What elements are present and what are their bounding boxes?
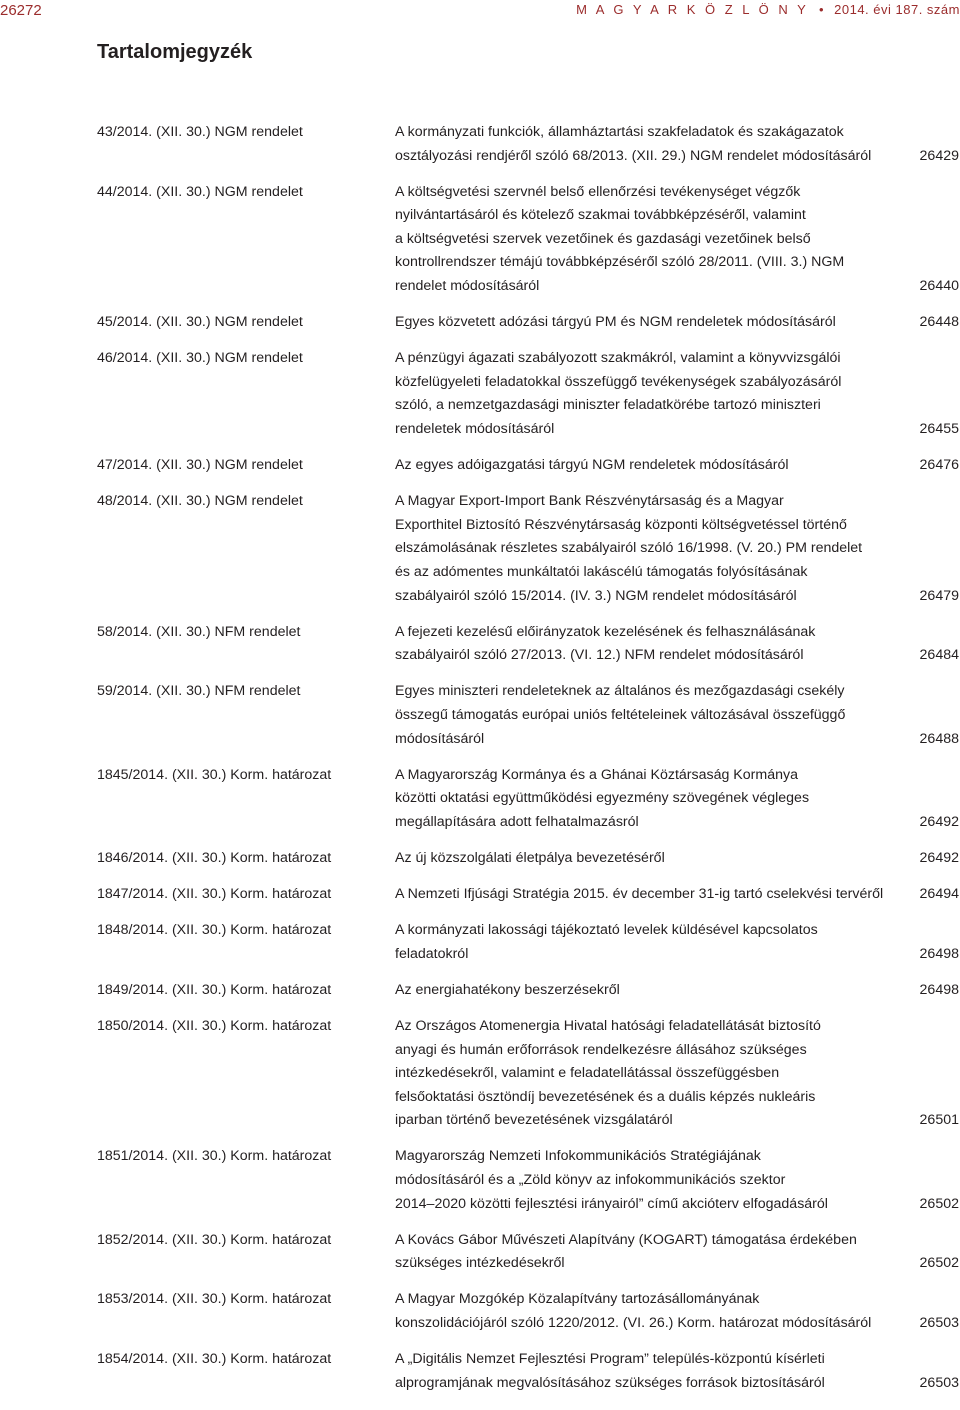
toc-entry [97, 1348, 959, 1395]
toc-entry-title [395, 1348, 959, 1395]
toc-title-text: A Kovács Gábor Művészeti Alapítvány (KOGART) támogatása érdekében [395, 1231, 857, 1248]
toc-title-line [395, 1288, 959, 1312]
toc-entry-title [395, 311, 959, 335]
toc-title-text: intézkedésekről, valamint e feladatellátással összefüggésben [395, 1065, 780, 1082]
toc-entry-title [395, 1288, 959, 1335]
toc-title-line [395, 181, 959, 205]
toc-title-line [395, 251, 959, 275]
toc-page-number: 26503 [919, 1314, 959, 1331]
toc-page-number: 26488 [919, 730, 959, 747]
toc-entry [97, 764, 959, 835]
toc-title-text: A fejezeti kezelésű előirányzatok kezelésének és felhasználásának [395, 623, 816, 640]
toc-title-text: Az új közszolgálati életpálya bevezetéséről [395, 849, 665, 866]
toc-title-line [395, 418, 959, 442]
toc-title-text: A Magyar Export-Import Bank Részvénytársaság és a Magyar [395, 493, 784, 510]
toc-title-text: konszolidációjáról szóló 1220/2012. (VI. 26.) Korm. határozat módosításáról [395, 1314, 872, 1331]
toc-page-number: 26492 [919, 813, 959, 830]
toc-title-line [395, 394, 959, 418]
toc-entry-title [395, 1229, 959, 1276]
toc-page-number: 26502 [919, 1255, 959, 1272]
issue-label: 2014. évi 187. szám [834, 2, 960, 17]
toc-title-text: Egyes közvetett adózási tárgyú PM és NGM rendeletek módosításáról [395, 314, 836, 331]
toc-entry-title [395, 919, 959, 966]
toc-entry-reference: 59/2014. (XII. 30.) NFM rendelet [97, 683, 301, 700]
toc-title-line [395, 228, 959, 252]
toc-title-text: a költségvetési szervek vezetőinek és gazdasági vezetőinek belső [395, 230, 811, 247]
toc-title-text: A „Digitális Nemzet Fejlesztési Program” település-központú kísérleti [395, 1351, 825, 1368]
toc-title-line [395, 1086, 959, 1110]
toc-entry [97, 883, 959, 907]
toc-title-line [395, 979, 959, 1003]
toc-title-text: megállapítására adott felhatalmazásról [395, 813, 639, 830]
toc-title-line [395, 585, 959, 609]
toc-title-text: A kormányzati funkciók, államháztartási szakfeladatok és szakágazatok [395, 124, 844, 140]
toc-entry-title [395, 181, 959, 299]
toc-entry-title [395, 1145, 959, 1216]
toc-title-line [395, 680, 959, 704]
toc-title-line [395, 561, 959, 585]
toc-entry-title [395, 764, 959, 835]
toc-entry-title [395, 847, 959, 871]
toc-title-line [395, 121, 959, 145]
toc-entry [97, 1229, 959, 1276]
toc-page-number: 26494 [919, 886, 959, 903]
toc-title-text: A költségvetési szervnél belső ellenőrzési tevékenységet végzők [395, 183, 801, 200]
table-of-contents [97, 121, 959, 1408]
toc-title-line [395, 1169, 959, 1193]
toc-title-text: A Nemzeti Ifjúsági Stratégia 2015. év december 31-ig tartó cselekvési tervéről [395, 886, 884, 903]
running-head [576, 2, 960, 17]
publication-name: M A G Y A R K Ö Z L Ö N Y [576, 2, 809, 17]
toc-page-number: 26502 [919, 1195, 959, 1212]
toc-entry [97, 1015, 959, 1133]
toc-title-line [395, 621, 959, 645]
toc-title-line [395, 1062, 959, 1086]
toc-entry [97, 454, 959, 478]
toc-entry-title [395, 883, 959, 907]
toc-title-line [395, 490, 959, 514]
toc-entry [97, 979, 959, 1003]
toc-title-text: feladatokról [395, 945, 469, 962]
toc-title-text: rendelet módosításáról [395, 278, 540, 295]
toc-title-line [395, 1372, 959, 1396]
toc-title-line [395, 704, 959, 728]
toc-title-line [395, 311, 959, 335]
toc-title-text: szóló, a nemzetgazdasági miniszter feladatkörébe tartozó miniszteri [395, 397, 821, 414]
toc-title-line [395, 1109, 959, 1133]
toc-title-line [395, 145, 959, 169]
toc-title-line [395, 1348, 959, 1372]
page-title: Tartalomjegyzék [97, 41, 253, 63]
toc-entry-title [395, 490, 959, 608]
toc-page-number: 26492 [919, 849, 959, 866]
toc-entry [97, 490, 959, 608]
toc-entry-reference: 44/2014. (XII. 30.) NGM rendelet [97, 183, 303, 200]
toc-title-line [395, 943, 959, 967]
toc-entry-title [395, 121, 959, 168]
toc-title-text: Exporthitel Biztosító Részvénytársaság központi költségvetéssel történő [395, 516, 847, 533]
toc-title-text: módosításáról és a „Zöld könyv az infokommunikációs szektor [395, 1171, 786, 1188]
toc-title-text: Egyes miniszteri rendeleteknek az általános és mezőgazdasági csekély [395, 683, 845, 700]
toc-title-text: Az energiahatékony beszerzésekről [395, 981, 620, 998]
toc-title-text: A kormányzati lakossági tájékoztató levelek küldésével kapcsolatos [395, 922, 818, 939]
toc-title-text: alprogramjának megvalósításához szükséges források biztosításáról [395, 1374, 825, 1391]
toc-title-line [395, 1039, 959, 1063]
toc-entry [97, 1145, 959, 1216]
toc-entry-reference: 1854/2014. (XII. 30.) Korm. határozat [97, 1351, 332, 1368]
toc-title-text: szabályairól szóló 15/2014. (IV. 3.) NGM rendelet módosításáról [395, 587, 797, 604]
toc-entry [97, 347, 959, 441]
toc-title-line [395, 371, 959, 395]
toc-entry-title [395, 1015, 959, 1133]
toc-page-number: 26429 [919, 147, 959, 164]
toc-title-text: módosításáról [395, 730, 485, 747]
toc-title-line [395, 728, 959, 752]
toc-title-line [395, 1145, 959, 1169]
toc-title-text: Magyarország Nemzeti Infokommunikációs Stratégiájának [395, 1148, 761, 1165]
toc-entry-reference: 1847/2014. (XII. 30.) Korm. határozat [97, 886, 332, 903]
toc-entry-reference: 58/2014. (XII. 30.) NFM rendelet [97, 623, 301, 640]
toc-page-number: 26484 [919, 647, 959, 664]
toc-page-number: 26503 [919, 1374, 959, 1391]
toc-title-line [395, 347, 959, 371]
toc-title-line [395, 1229, 959, 1253]
toc-entry-title [395, 454, 959, 478]
bullet-separator: • [818, 2, 825, 17]
toc-entry [97, 919, 959, 966]
toc-title-text: összegű támogatás európai uniós feltételeinek változásával összefüggő [395, 706, 846, 723]
toc-entry-title [395, 347, 959, 441]
toc-title-text: szükséges intézkedésekről [395, 1255, 565, 1272]
toc-title-line [395, 919, 959, 943]
toc-title-text: A Magyarország Kormánya és a Ghánai Köztársaság Kormánya [395, 766, 798, 783]
toc-title-line [395, 847, 959, 871]
toc-title-text: 2014–2020 közötti fejlesztési irányairól” című akcióterv elfogadásáról [395, 1195, 828, 1212]
toc-title-line [395, 787, 959, 811]
toc-entry-title [395, 680, 959, 751]
toc-title-text: elszámolásának részletes szabályairól szóló 16/1998. (V. 20.) PM rendelet [395, 540, 863, 557]
toc-entry [97, 311, 959, 335]
toc-entry-reference: 1850/2014. (XII. 30.) Korm. határozat [97, 1017, 332, 1034]
toc-title-text: szabályairól szóló 27/2013. (VI. 12.) NFM rendelet módosításáról [395, 647, 804, 664]
toc-title-line [395, 764, 959, 788]
toc-entry-reference: 1853/2014. (XII. 30.) Korm. határozat [97, 1291, 332, 1308]
toc-page-number: 26440 [919, 278, 959, 295]
toc-entry-reference: 1852/2014. (XII. 30.) Korm. határozat [97, 1231, 332, 1248]
toc-entry-reference: 1846/2014. (XII. 30.) Korm. határozat [97, 849, 332, 866]
toc-entry-reference: 1851/2014. (XII. 30.) Korm. határozat [97, 1148, 332, 1165]
toc-title-line [395, 1015, 959, 1039]
toc-title-line [395, 1193, 959, 1217]
toc-title-line [395, 644, 959, 668]
toc-entry-title [395, 621, 959, 668]
toc-title-text: A pénzügyi ágazati szabályozott szakmákról, valamint a könyvvizsgálói [395, 350, 841, 367]
toc-entry-reference: 46/2014. (XII. 30.) NGM rendelet [97, 350, 303, 367]
toc-entry-reference: 1849/2014. (XII. 30.) Korm. határozat [97, 981, 332, 998]
toc-title-text: nyilvántartásáról és kötelező szakmai továbbképzéséről, valamint [395, 207, 806, 224]
toc-entry-reference: 48/2014. (XII. 30.) NGM rendelet [97, 493, 303, 510]
toc-title-line [395, 204, 959, 228]
toc-page-number: 26479 [919, 587, 959, 604]
toc-page-number: 26476 [919, 457, 959, 474]
toc-entry [97, 847, 959, 871]
toc-page-number: 26498 [919, 981, 959, 998]
toc-entry-reference: 1848/2014. (XII. 30.) Korm. határozat [97, 922, 332, 939]
toc-entry-reference: 43/2014. (XII. 30.) NGM rendelet [97, 124, 303, 140]
toc-title-text: iparban történő bevezetésének vizsgálatáról [395, 1112, 673, 1129]
toc-page-number: 26501 [919, 1112, 959, 1129]
toc-title-line [395, 514, 959, 538]
toc-title-line [395, 883, 959, 907]
toc-title-line [395, 275, 959, 299]
toc-title-text: osztályozási rendjéről szóló 68/2013. (XII. 29.) NGM rendelet módosításáról [395, 147, 872, 164]
toc-title-text: kontrollrendszer témájú továbbképzéséről szóló 28/2011. (VIII. 3.) NGM [395, 254, 845, 271]
toc-entry [97, 1288, 959, 1335]
toc-title-text: rendeletek módosításáról [395, 421, 555, 438]
toc-title-text: Az Országos Atomenergia Hivatal hatósági feladatellátását biztosító [395, 1017, 821, 1034]
toc-page-number: 26455 [919, 421, 959, 438]
toc-title-line [395, 537, 959, 561]
toc-title-line [395, 454, 959, 478]
toc-title-text: A Magyar Mozgókép Közalapítvány tartozásállományának [395, 1291, 760, 1308]
toc-entry [97, 680, 959, 751]
toc-title-text: közfelügyeleti feladatokkal összefüggő tevékenységek szabályozásáról [395, 373, 842, 390]
page-number: 26272 [0, 2, 42, 19]
toc-title-line [395, 811, 959, 835]
toc-entry-title [395, 979, 959, 1003]
toc-title-text: anyagi és humán erőforrások rendelkezésre állásához szükséges [395, 1041, 807, 1058]
toc-entry [97, 121, 959, 168]
toc-entry [97, 621, 959, 668]
toc-page-number: 26448 [919, 314, 959, 331]
toc-title-text: közötti oktatási együttműködési egyezmény szövegének végleges [395, 790, 810, 807]
toc-entry [97, 181, 959, 299]
toc-entry-reference: 45/2014. (XII. 30.) NGM rendelet [97, 314, 303, 331]
toc-entry-reference: 47/2014. (XII. 30.) NGM rendelet [97, 457, 303, 474]
toc-entry-reference: 1845/2014. (XII. 30.) Korm. határozat [97, 766, 332, 783]
toc-title-text: felsőoktatási ösztöndíj bevezetésének és a duális képzés nukleáris [395, 1088, 816, 1105]
toc-page-number: 26498 [919, 945, 959, 962]
toc-title-line [395, 1312, 959, 1336]
toc-title-text: Az egyes adóigazgatási tárgyú NGM rendeletek módosításáról [395, 457, 789, 474]
toc-title-text: és az adómentes munkáltatói lakáscélú támogatás folyósításának [395, 564, 808, 580]
toc-title-line [395, 1252, 959, 1276]
